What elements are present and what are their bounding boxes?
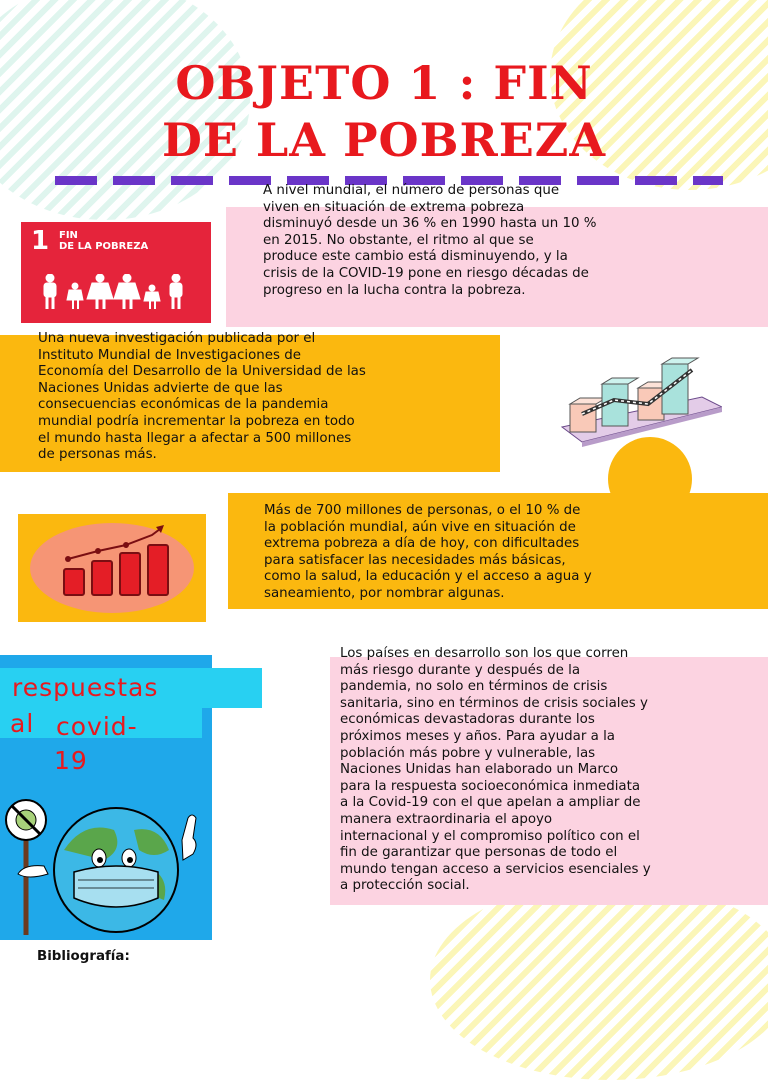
responses-title-covid: covid-	[56, 712, 138, 741]
sdg-number: 1	[31, 226, 50, 256]
sdg-label: FIN DE LA POBREZA	[59, 230, 149, 252]
research-paragraph: Una nueva investigación publicada por el Instituto Mundial de Investigaciones de Economía del Desarrollo de la Universidad de las Naciones Unidas advierte de que las consecuencias económicas de la pandemia mundial podría incrementar la pobreza en todo el mundo hasta llegar a afectar a 500 millones de personas más.	[38, 331, 366, 463]
bar-chart-3d-icon	[542, 352, 722, 452]
decor-stripe-blob-bottom-right	[430, 880, 768, 1080]
countries-paragraph: Los países en desarrollo son los que corren más riesgo durante y después de la pandemia, no solo en términos de crisis sanitaria, sino en términos de crisis sociales y económicas devastadoras durante los próximos meses y años. Para ayudar a la población más pobre y vulnerable, las Naciones Unidas han elaborado un Marco para la respuesta socioeconómica inmediata a la Covid-19 con el que apelan a ampliar de manera extraordinaria el apoyo internacional y el compromiso político con el fin de garantizar que personas de todo el mundo tengan acceso a servicios esenciales y a protección social.	[340, 646, 651, 894]
sad-earth-mask-icon	[4, 790, 209, 940]
intro-paragraph: A nivel mundial, el número de personas que viven en situación de extrema pobreza disminuyó desde un 36 % en 1990 hasta un 10 % en 2015. No obstante, el ritmo al que se produce este cambio está disminuyendo, y la crisis de la COVID-19 pone en riesgo décadas de progreso en la lucha contra la pobreza.	[263, 183, 597, 298]
page-title-line2: DE LA POBREZA	[161, 113, 607, 167]
family-icon	[38, 274, 188, 310]
poverty-paragraph: Más de 700 millones de personas, o el 10 % de la población mundial, aún vive en situación de extrema pobreza a día de hoy, con dificultades para satisfacer las necesidades más básicas, como la salud, la educación y el acceso a agua y saneamiento, por nombrar algunas.	[264, 503, 592, 601]
responses-title-al: al	[10, 709, 35, 738]
growth-chart-icon	[28, 521, 196, 615]
page-title-line1: OBJETO 1 : FIN	[175, 56, 593, 110]
bibliography-label: Bibliografía:	[37, 949, 130, 964]
sdg-goal-1-tile	[21, 222, 211, 323]
responses-title-19: 19	[54, 746, 88, 775]
responses-title-line1: respuestas	[12, 673, 159, 702]
